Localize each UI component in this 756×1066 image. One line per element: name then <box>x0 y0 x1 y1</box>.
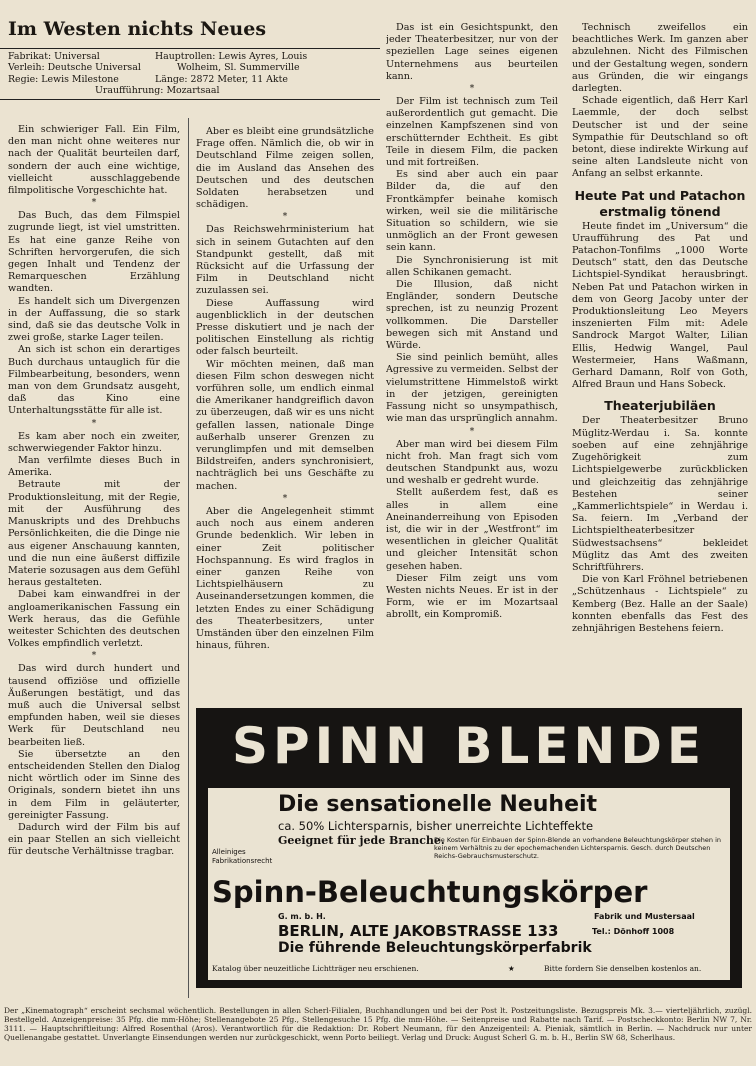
credit-line: Länge: 2872 Meter, 11 Akte <box>155 73 288 85</box>
paragraph: Es kam aber noch ein zweiter, schwerwiegender Faktor hinzu. <box>8 430 180 454</box>
paragraph: Dadurch wird der Film bis auf ein paar Stellen an sich vielleicht für deutsche Verhältnisse tragbar. <box>8 821 180 858</box>
article-column-2 <box>196 126 374 698</box>
star-separator: * <box>282 493 288 504</box>
article-column-3 <box>386 22 558 698</box>
star-separator: * <box>469 84 475 95</box>
article-column-4 <box>572 22 748 698</box>
paragraph: Stellt außerdem fest, daß es alles in allem eine Aneinanderreihung von Episoden ist, die wir in der „Westfront“ im wesentlichen in gleicher Qualität und gleicher Intensität schon gesehen haben. <box>386 487 558 572</box>
column-divider <box>188 118 189 998</box>
title-rule <box>0 48 380 49</box>
star-separator: * <box>469 426 475 437</box>
credits-rule <box>0 99 380 100</box>
credit-line: Hauptrollen: Lewis Ayres, Louis <box>155 51 308 62</box>
paragraph: Man verfilmte dieses Buch in Amerika. <box>8 455 180 479</box>
ad-catalog: Katalog über neuzeitliche Lichtträger neu erschienen. <box>212 964 419 973</box>
spinn-blende-advertisement <box>196 708 742 988</box>
ad-panel <box>208 788 730 980</box>
paragraph: Das ist ein Gesichtspunkt, den jeder Theaterbesitzer, nur von der speziellen Lage seines eigenen Unternehmens aus beurteilen kann. <box>386 22 558 82</box>
paragraph: An sich ist schon ein derartiges Buch durchaus untauglich für die Filmbearbeitung, besonders, wenn man von dem Grundsatz ausgeht, daß das Kino eine Unterhaltungsstätte für alle ist. <box>8 344 180 417</box>
paragraph: Sie übersetzte an den entscheidenden Stellen den Dialog nicht wörtlich oder im Sinne des Originals, sondern bietet ihn uns in dem Film in geläuterter, gereinigter Fassung. <box>8 748 180 821</box>
paragraph: Das Reichswehrministerium hat sich in seinem Gutachten auf den Standpunkt gestellt, daß mit Rücksicht auf die Urfassung der Film in Deutschland nicht zuzulassen sei. <box>196 224 374 297</box>
paragraph: Es handelt sich um Divergenzen in der Auffassung, die so stark sind, daß sie das deutsche Volk in zwei große, starke Lager teilen. <box>8 295 180 344</box>
ad-prices: Bitte fordern Sie denselben kostenlos an. <box>544 964 702 973</box>
pat-subheadline: erstmalig tönend <box>599 203 721 219</box>
paragraph: Dieser Film zeigt uns vom Westen nichts Neues. Er ist in der Form, wie er im Mozartsaal abrollt, ein Kompromiß. <box>386 572 558 621</box>
paragraph: Das wird durch hundert und tausend offiziöse und offizielle Äußerungen bestätigt, und das muß auch die Universal selbst empfunden haben, weil sie dieses Werk für Deutschland neu bearbeiten ließ. <box>8 663 180 748</box>
paragraph: Dabei kam einwandfrei in der angloamerikanischen Fassung ein Werk heraus, das die Gefühle weitester Schichten des deutschen Volkes empfindlich verletzt. <box>8 589 180 650</box>
star-separator: * <box>91 651 97 662</box>
paragraph: Sie sind peinlich bemüht, alles Agressive zu vermeiden. Selbst der vielumstrittene Himmelstoß wirkt in der jetzigen, gereinigten Fassung nicht so unsympathisch, wie man das ursprünglich annahm. <box>386 352 558 425</box>
paragraph: Aber man wird bei diesem Film nicht froh. Man fragt sich vom deutschen Standpunkt aus, wozu und weshalb er gedreht wurde. <box>386 438 558 487</box>
article-title: Im Westen nichts Neues <box>8 18 267 40</box>
ad-highlight: Geeignet für jede Branche. <box>278 834 445 847</box>
article-header <box>0 8 380 102</box>
star-separator: * <box>91 198 97 209</box>
ad-subline: ca. 50% Lichtersparnis, bisher unerreichte Lichteffekte <box>278 819 594 833</box>
credit-line: Verleih: Deutsche Universal <box>8 62 141 74</box>
ad-rights: Alleiniges Fabrikationsrecht <box>212 848 273 865</box>
paragraph: Aber die Angelegenheit stimmt auch noch aus einem anderen Grunde bedenklich. Wir leben in einer Zeit politischer Hochspannung. Es wird fraglos in einer ganzen Reihe von Lichtspielhäusern zu Auseinandersetzungen kommen, die letzten Endes zu einer Schädigung des Theaterbesitzers, unter Umständen über den einzelnen Film hinaus, führen. <box>196 505 374 652</box>
pat-headline: Heute Pat und Patachon <box>574 187 746 203</box>
credit-line: Regie: Lewis Milestone <box>8 73 119 85</box>
ad-note: Die Kosten für Einbauen der Spinn-Blende an vorhandene Beleuchtungskörper stehen in keinem Verhältnis zu der epochemachenden Lichtersparnis. Gesch. durch Deutschen Reichs-Gebrauchsmusterschutz. <box>434 836 722 860</box>
credits-block <box>0 51 380 97</box>
paragraph: Die von Karl Fröhnel betriebenen „Schützenhaus - Lichtspiele“ zu Kemberg (Bez. Halle an der Saale) konnten ebenfalls das Fest des zehnjährigen Bestehens feiern. <box>572 574 748 634</box>
paragraph: Ein schwieriger Fall. Ein Film, den man nicht ohne weiteres nur nach der Qualität beurteilen darf, sondern der auch eine wichtige, vielleicht ausschlaggebende filmpolitische Vorgeschichte hat. <box>8 124 180 197</box>
paragraph: Das Buch, das dem Filmspiel zugrunde liegt, ist viel umstritten. Es hat eine ganze Reihe von Schriften hervorgerufen, die sich gegen Inhalt und Tendenz der Remarqueschen Erzählung wandten. <box>8 210 180 295</box>
credit-line: Wolheim, Sl. Summerville <box>177 62 300 74</box>
jubilee-headline: Theaterjubiläen <box>604 398 716 414</box>
paragraph: Diese Auffassung wird augenblicklich in der deutschen Presse diskutiert und je nach der politischen Einstellung als richtig oder falsch beurteilt. <box>196 297 374 358</box>
ad-headline: Die sensationelle Neuheit <box>278 792 598 817</box>
ad-company: G. m. b. H. <box>278 912 326 921</box>
paragraph: Technisch zweifellos ein beachtliches Werk. Im ganzen aber abzulehnen. Nicht des Filmischen und der Gestaltung wegen, sondern aus Gründen, die wir eingangs darlegten. <box>572 22 748 95</box>
ad-address: BERLIN, ALTE JAKOBSTRASSE 133 <box>278 922 559 940</box>
article-column-1 <box>8 124 180 1004</box>
credits-right <box>95 51 308 97</box>
ad-phone: Tel.: Dönhoff 1008 <box>592 927 675 936</box>
ad-showroom: Fabrik und Mustersaal <box>594 912 695 921</box>
paragraph: Wir möchten meinen, daß man diesen Film schon deswegen nicht vorführen solle, um endlich einmal die Amerikaner handgreiflich davon zu überzeugen, daß wir es uns nicht gefallen lassen, nationale Dinge außerhalb unserer Grenzen zu verunglimpfen und mit demselben Bildstreifen, anders synchronisiert, nachträglich bei uns Geschäfte zu machen. <box>196 358 374 492</box>
imprint-footer: Der „Kinematograph“ erscheint sechsmal wöchentlich. Bestellungen in allen Scherl-Filialen, Buchhandlungen und bei der Post lt. Postzeitungsliste. Bezugspreis Mk. 3.— vierteljährlich, zuzügl. Bestellgeld. Anzeigenpreise: 35 Pfg. die mm-Höhe; Stellenangebote 25 Pfg., Stellengesuche 15 Pfg. die mm-Höhe. — Seitenpreise und Rabatte nach Tarif. — Postscheckkonto: Berlin NW 7, Nr. 3111. — Hauptschriftleitung: Alfred Rosenthal (Aros). Verantwortlich für die Redaktion: Dr. Robert Neumann, für den Anzeigenteil: A. Pieniak, sämtlich in Berlin. — Nachdruck nur unter Quellenangabe gestattet. Unverlangte Einsendungen werden nur zurückgeschickt, wenn Porto beiliegt. Verlag und Druck: August Scherl G. m. b. H., Berlin SW 68, Scherlhaus. <box>4 1006 752 1042</box>
paragraph: Betraute mit der Produktionsleitung, mit der Regie, mit der Ausführung des Manuskripts und des Drehbuchs Persönlichkeiten, die die Dinge nie aus eigener Anschauung kannten, und die nun eine äußerst diffizile Materie sozusagen aus dem Gefühl heraus gestalteten. <box>8 479 180 589</box>
paragraph: Der Theaterbesitzer Bruno Müglitz-Werdau i. Sa. konnte soeben auf eine zehnjährige Zugehörigkeit zum Lichtspielgewerbe zurückblicken und gleichzeitig das zehnjährige Bestehen seiner „Kammerlichtspiele“ in Werdau i. Sa. feiern. Im „Verband der Lichtspieltheaterbesitzer Südwestsachsens“ bekleidet Müglitz das Amt des zweiten Schriftführers. <box>572 415 748 573</box>
credit-line: Fabrikat: Universal <box>8 51 100 62</box>
paragraph: Der Film ist technisch zum Teil außerordentlich gut gemacht. Die einzelnen Kampfszenen sind von erschütternder Echtheit. Es gibt Teile in diesem Film, die packen und mit fortreißen. <box>386 96 558 169</box>
ad-product: Spinn-Beleuchtungskörper <box>212 875 648 909</box>
paragraph: Die Illusion, daß nicht Engländer, sondern Deutsche sprechen, ist zu neunzig Prozent vollkommen. Die Darsteller bewegen sich mit Anstand und Würde. <box>386 279 558 352</box>
ad-star: ★ <box>508 964 515 973</box>
paragraph: Heute findet im „Universum“ die Uraufführung des Pat und Patachon-Tonfilms „1000 Worte Deutsch“ statt, den das Deutsche Lichtspiel-Syndikat herausbringt. Neben Pat und Patachon wirken in dem von Georg Jacoby unter der Produktionsleitung Leo Meyers inszenierten Film mit: Adele Sandrock Margot Walter, Lilian Ellis, Hedwig Wangel, Paul Westermeier, Hans Waßmann, Gerhard Damann, Rolf von Goth, Alfred Braun und Hans Sobeck. <box>572 220 748 391</box>
paragraph: Es sind aber auch ein paar Bilder da, die auf den Frontkämpfer beinahe komisch wirken, weil sie die militärische Situation so schildern, wie sie unmöglich an der Front gewesen sein kann. <box>386 169 558 254</box>
credit-line: Uraufführung: Mozartsaal <box>95 85 220 97</box>
ad-slogan: Die führende Beleuchtungskörperfabrik <box>278 940 592 956</box>
star-separator: * <box>282 212 288 223</box>
paragraph: Die Synchronisierung ist mit allen Schikanen gemacht. <box>386 254 558 278</box>
ad-brand: SPINN BLENDE <box>232 717 706 775</box>
paragraph: Schade eigentlich, daß Herr Karl Laemmle, der doch selbst Deutscher ist und der seine Sympathie für Deutschland so oft betont, diese indirekte Wirkung auf seine alten Landsleute nicht von Anfang an selbst erkannte. <box>572 95 748 180</box>
star-separator: * <box>91 418 97 429</box>
paragraph: Aber es bleibt eine grundsätzliche Frage offen. Nämlich die, ob wir in Deutschland Filme zeigen sollen, die im Ausland das Ansehen des Deutschen und des deutschen Soldaten herabsetzen und schädigen. <box>196 126 374 211</box>
